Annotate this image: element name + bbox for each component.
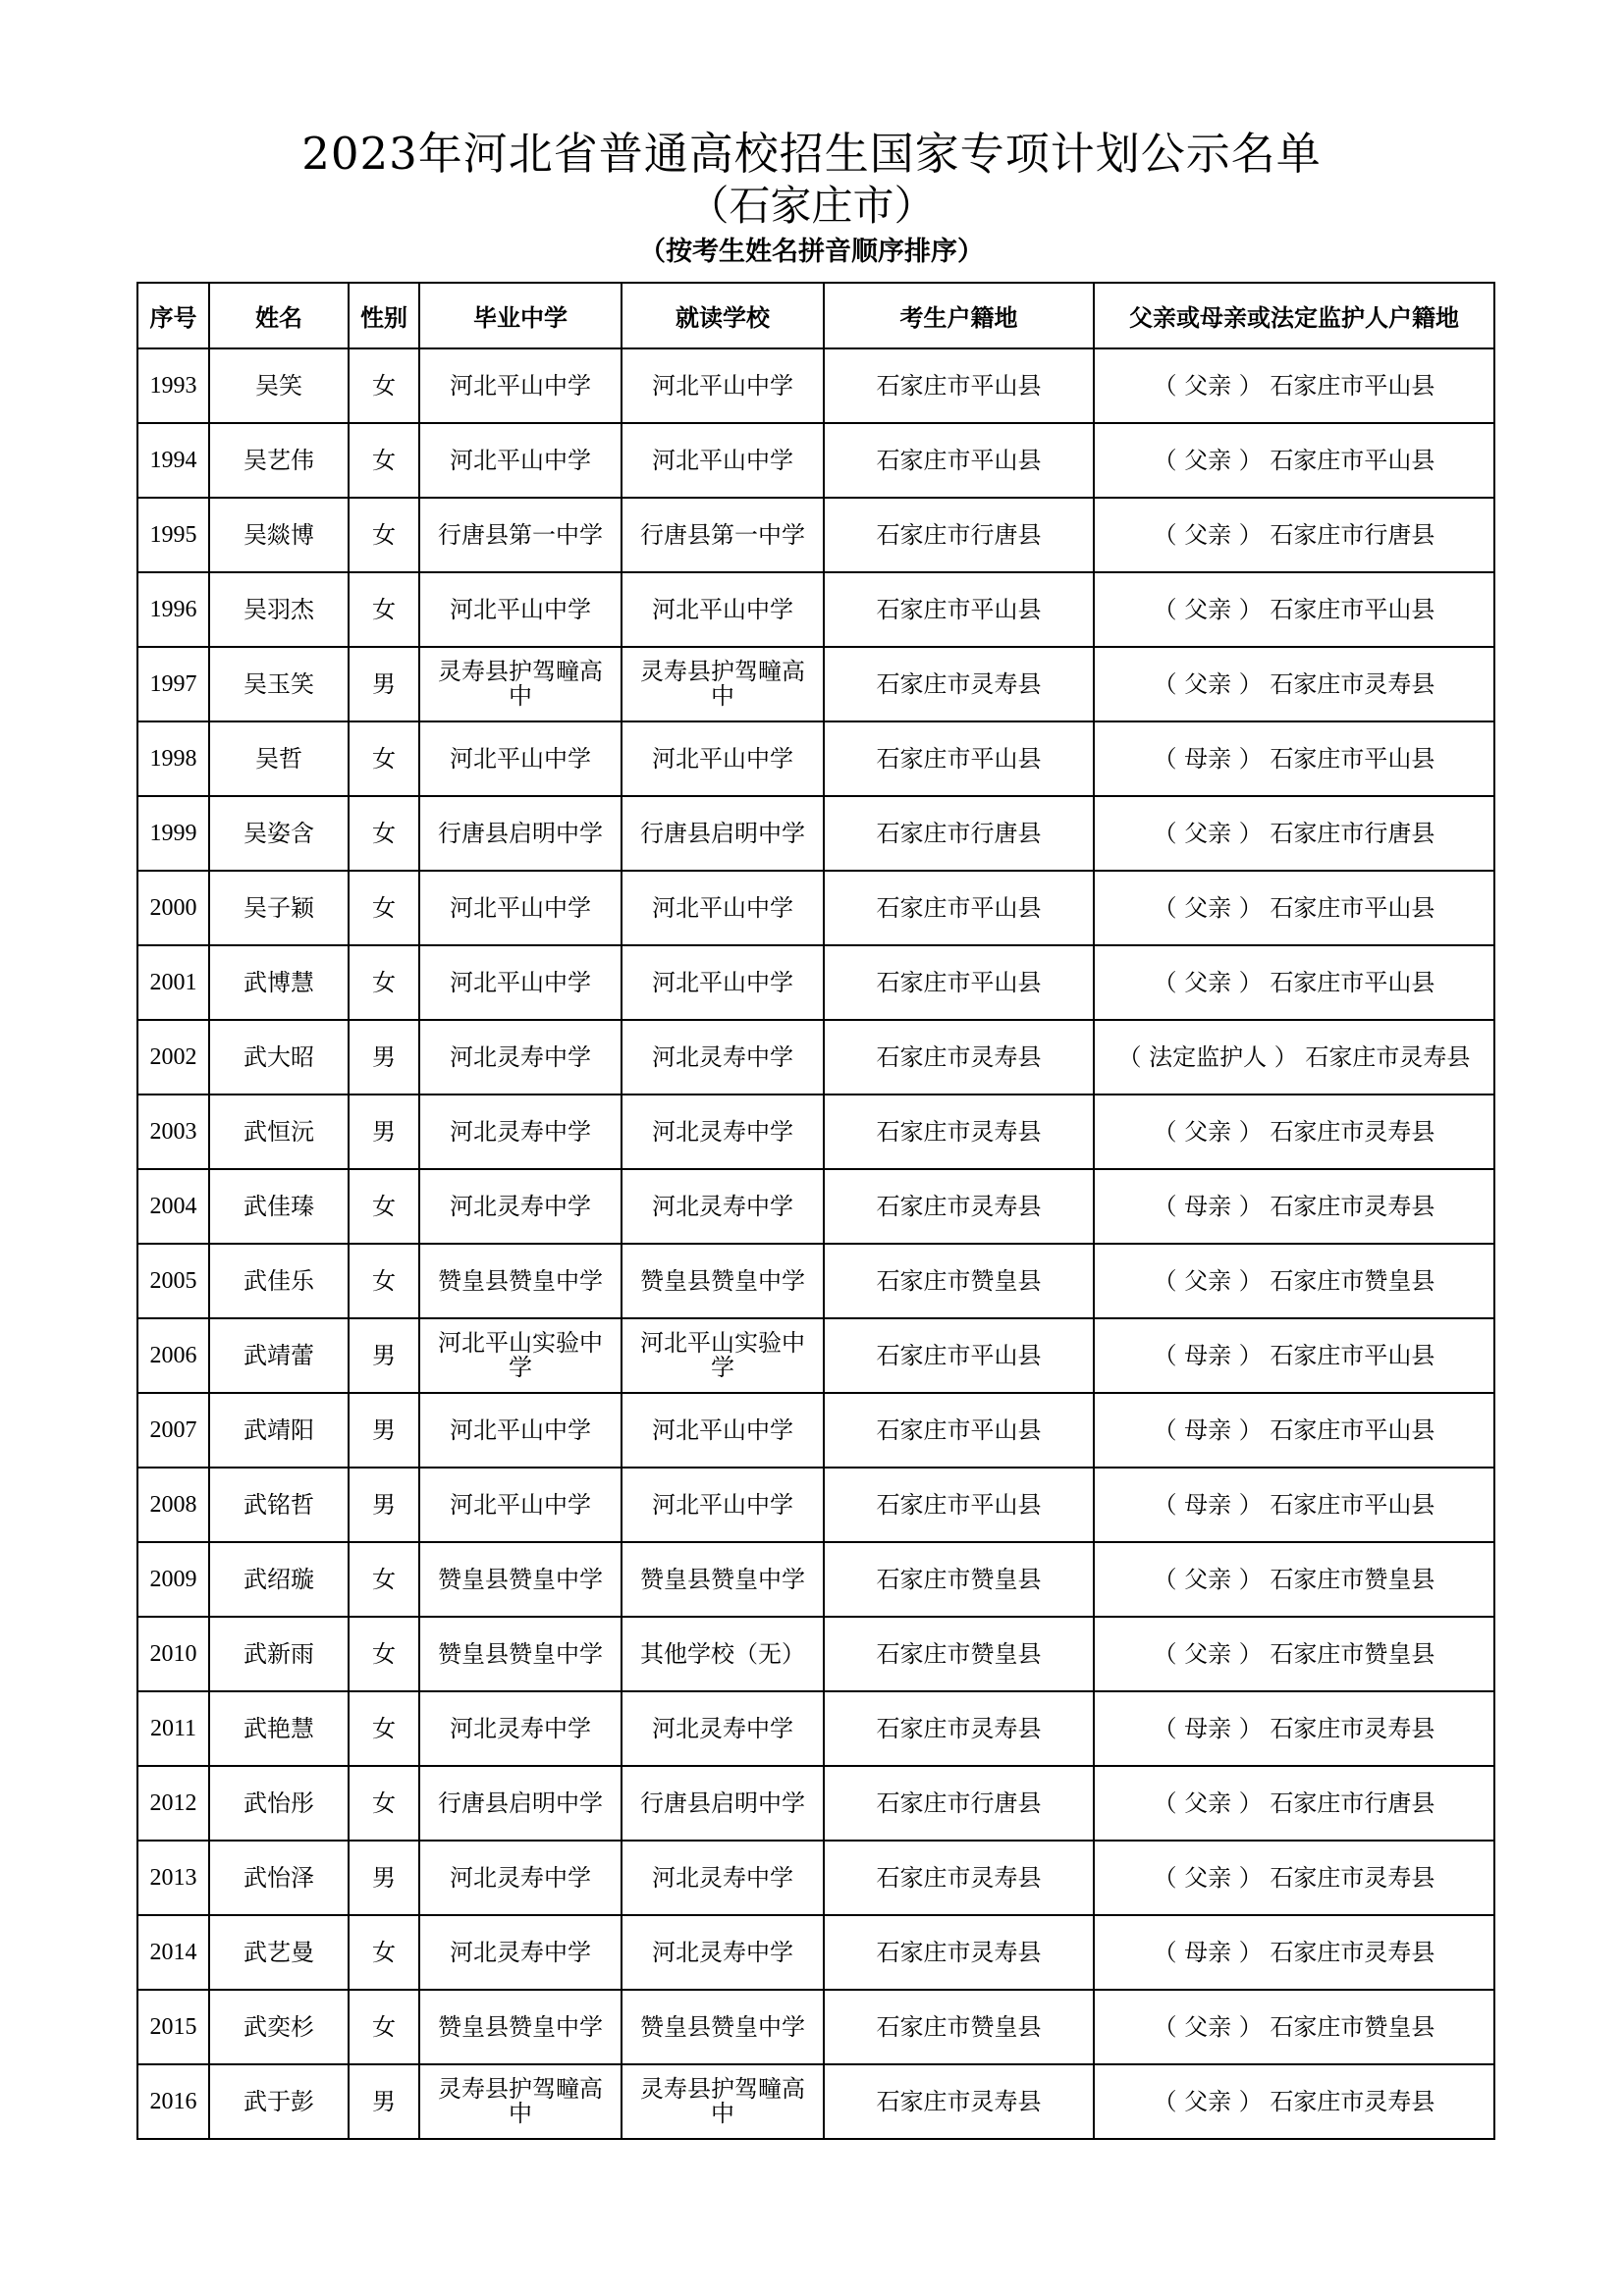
cell-current-school: 河北灵寿中学 <box>622 1169 824 1244</box>
cell-guardian-registration: （ 父亲 ） 石家庄市平山县 <box>1094 945 1494 1020</box>
cell-household-registration: 石家庄市平山县 <box>824 1393 1094 1468</box>
cell-name: 武怡泽 <box>209 1841 349 1915</box>
cell-name: 武于彭 <box>209 2064 349 2139</box>
header-current-school: 就读学校 <box>622 283 824 348</box>
cell-name: 吴姿含 <box>209 796 349 871</box>
cell-gender: 女 <box>349 498 419 572</box>
cell-guardian-registration: （ 父亲 ） 石家庄市赞皇县 <box>1094 1990 1494 2064</box>
cell-name: 武新雨 <box>209 1617 349 1691</box>
page-title: 2023年河北省普通高校招生国家专项计划公示名单 <box>301 128 1322 180</box>
cell-gender: 女 <box>349 1617 419 1691</box>
cell-graduation-school: 河北灵寿中学 <box>419 1915 622 1990</box>
cell-seq: 1995 <box>137 498 209 572</box>
cell-graduation-school: 河北灵寿中学 <box>419 1095 622 1169</box>
table-row <box>137 423 1494 498</box>
cell-household-registration: 石家庄市灵寿县 <box>824 1841 1094 1915</box>
cell-household-registration: 石家庄市平山县 <box>824 871 1094 945</box>
cell-gender: 女 <box>349 1691 419 1766</box>
cell-graduation-school: 河北平山中学 <box>419 721 622 796</box>
cell-name: 武恒沅 <box>209 1095 349 1169</box>
cell-name: 吴玉笑 <box>209 647 349 721</box>
cell-graduation-school: 河北灵寿中学 <box>419 1169 622 1244</box>
cell-current-school: 河北平山中学 <box>622 1393 824 1468</box>
cell-current-school: 行唐县启明中学 <box>622 1766 824 1841</box>
cell-household-registration: 石家庄市赞皇县 <box>824 1542 1094 1617</box>
sort-note: （按考生姓名拼音顺序排序） <box>639 237 984 267</box>
header-seq: 序号 <box>137 283 209 348</box>
cell-graduation-school: 赞皇县赞皇中学 <box>419 1617 622 1691</box>
cell-household-registration: 石家庄市灵寿县 <box>824 1915 1094 1990</box>
cell-household-registration: 石家庄市赞皇县 <box>824 1244 1094 1318</box>
cell-gender: 女 <box>349 423 419 498</box>
header-name: 姓名 <box>209 283 349 348</box>
cell-gender: 女 <box>349 572 419 647</box>
table-row <box>137 1393 1494 1468</box>
cell-household-registration: 石家庄市行唐县 <box>824 796 1094 871</box>
cell-seq: 2000 <box>137 871 209 945</box>
cell-name: 武大昭 <box>209 1020 349 1095</box>
cell-household-registration: 石家庄市灵寿县 <box>824 647 1094 721</box>
cell-name: 吴艺伟 <box>209 423 349 498</box>
cell-graduation-school: 河北灵寿中学 <box>419 1020 622 1095</box>
header-guardian-registration: 父亲或母亲或法定监护人户籍地 <box>1094 283 1494 348</box>
table-row <box>137 721 1494 796</box>
table-row <box>137 1841 1494 1915</box>
cell-guardian-registration: （ 父亲 ） 石家庄市平山县 <box>1094 348 1494 423</box>
cell-graduation-school: 河北平山实验中学 <box>419 1318 622 1393</box>
cell-guardian-registration: （ 母亲 ） 石家庄市平山县 <box>1094 1468 1494 1542</box>
cell-name: 武绍璇 <box>209 1542 349 1617</box>
cell-graduation-school: 河北平山中学 <box>419 423 622 498</box>
cell-seq: 2009 <box>137 1542 209 1617</box>
cell-guardian-registration: （ 父亲 ） 石家庄市行唐县 <box>1094 1766 1494 1841</box>
cell-household-registration: 石家庄市灵寿县 <box>824 2064 1094 2139</box>
cell-household-registration: 石家庄市平山县 <box>824 1318 1094 1393</box>
cell-household-registration: 石家庄市行唐县 <box>824 1766 1094 1841</box>
cell-current-school: 灵寿县护驾疃高中 <box>622 647 824 721</box>
cell-current-school: 河北平山中学 <box>622 423 824 498</box>
cell-gender: 男 <box>349 1095 419 1169</box>
cell-seq: 2006 <box>137 1318 209 1393</box>
cell-current-school: 行唐县第一中学 <box>622 498 824 572</box>
cell-gender: 女 <box>349 1169 419 1244</box>
cell-household-registration: 石家庄市平山县 <box>824 721 1094 796</box>
header-household-registration: 考生户籍地 <box>824 283 1094 348</box>
cell-gender: 女 <box>349 721 419 796</box>
cell-household-registration: 石家庄市平山县 <box>824 572 1094 647</box>
cell-graduation-school: 赞皇县赞皇中学 <box>419 1990 622 2064</box>
cell-name: 吴笑 <box>209 348 349 423</box>
cell-seq: 2014 <box>137 1915 209 1990</box>
roster-table <box>136 282 1495 2140</box>
cell-graduation-school: 灵寿县护驾疃高中 <box>419 2064 622 2139</box>
cell-name: 武艳慧 <box>209 1691 349 1766</box>
cell-name: 武靖阳 <box>209 1393 349 1468</box>
cell-seq: 2010 <box>137 1617 209 1691</box>
cell-household-registration: 石家庄市平山县 <box>824 348 1094 423</box>
cell-current-school: 河北平山中学 <box>622 945 824 1020</box>
cell-gender: 女 <box>349 871 419 945</box>
table-row <box>137 348 1494 423</box>
cell-name: 吴羽杰 <box>209 572 349 647</box>
cell-guardian-registration: （ 母亲 ） 石家庄市灵寿县 <box>1094 1915 1494 1990</box>
cell-household-registration: 石家庄市平山县 <box>824 945 1094 1020</box>
table-row <box>137 2064 1494 2139</box>
cell-guardian-registration: （ 父亲 ） 石家庄市灵寿县 <box>1094 1095 1494 1169</box>
cell-current-school: 赞皇县赞皇中学 <box>622 1542 824 1617</box>
cell-gender: 男 <box>349 1841 419 1915</box>
cell-seq: 1996 <box>137 572 209 647</box>
table-row <box>137 1542 1494 1617</box>
table-row <box>137 1766 1494 1841</box>
cell-seq: 2008 <box>137 1468 209 1542</box>
cell-graduation-school: 河北灵寿中学 <box>419 1841 622 1915</box>
table-row <box>137 1617 1494 1691</box>
cell-guardian-registration: （ 父亲 ） 石家庄市平山县 <box>1094 423 1494 498</box>
cell-guardian-registration: （ 法定监护人 ） 石家庄市灵寿县 <box>1094 1020 1494 1095</box>
table-row <box>137 1244 1494 1318</box>
cell-name: 武佳乐 <box>209 1244 349 1318</box>
cell-guardian-registration: （ 母亲 ） 石家庄市平山县 <box>1094 721 1494 796</box>
cell-graduation-school: 赞皇县赞皇中学 <box>419 1542 622 1617</box>
header-graduation-school: 毕业中学 <box>419 283 622 348</box>
cell-guardian-registration: （ 母亲 ） 石家庄市灵寿县 <box>1094 1691 1494 1766</box>
roster-body <box>137 348 1494 2139</box>
cell-household-registration: 石家庄市行唐县 <box>824 498 1094 572</box>
cell-guardian-registration: （ 父亲 ） 石家庄市平山县 <box>1094 572 1494 647</box>
page-subtitle: （石家庄市） <box>687 182 936 230</box>
cell-household-registration: 石家庄市赞皇县 <box>824 1617 1094 1691</box>
cell-guardian-registration: （ 母亲 ） 石家庄市平山县 <box>1094 1318 1494 1393</box>
table-row <box>137 1169 1494 1244</box>
table-row <box>137 1468 1494 1542</box>
cell-guardian-registration: （ 母亲 ） 石家庄市灵寿县 <box>1094 1169 1494 1244</box>
cell-household-registration: 石家庄市赞皇县 <box>824 1990 1094 2064</box>
cell-gender: 女 <box>349 1766 419 1841</box>
table-row <box>137 796 1494 871</box>
table-row <box>137 647 1494 721</box>
header-gender: 性别 <box>349 283 419 348</box>
cell-name: 吴哲 <box>209 721 349 796</box>
cell-guardian-registration: （ 父亲 ） 石家庄市灵寿县 <box>1094 2064 1494 2139</box>
cell-current-school: 其他学校（无） <box>622 1617 824 1691</box>
cell-current-school: 灵寿县护驾疃高中 <box>622 2064 824 2139</box>
cell-current-school: 河北平山实验中学 <box>622 1318 824 1393</box>
cell-guardian-registration: （ 父亲 ） 石家庄市灵寿县 <box>1094 647 1494 721</box>
cell-guardian-registration: （ 父亲 ） 石家庄市行唐县 <box>1094 796 1494 871</box>
cell-name: 武艺曼 <box>209 1915 349 1990</box>
table-row <box>137 945 1494 1020</box>
cell-gender: 男 <box>349 647 419 721</box>
table-row <box>137 1915 1494 1990</box>
cell-gender: 女 <box>349 1990 419 2064</box>
cell-seq: 2005 <box>137 1244 209 1318</box>
cell-current-school: 河北灵寿中学 <box>622 1691 824 1766</box>
cell-name: 吴子颖 <box>209 871 349 945</box>
cell-current-school: 行唐县启明中学 <box>622 796 824 871</box>
cell-graduation-school: 行唐县启明中学 <box>419 796 622 871</box>
cell-graduation-school: 行唐县启明中学 <box>419 1766 622 1841</box>
cell-gender: 女 <box>349 348 419 423</box>
cell-current-school: 河北平山中学 <box>622 1468 824 1542</box>
cell-seq: 1999 <box>137 796 209 871</box>
cell-name: 武佳瑧 <box>209 1169 349 1244</box>
cell-current-school: 河北平山中学 <box>622 721 824 796</box>
header-row <box>137 283 1494 348</box>
cell-name: 武博慧 <box>209 945 349 1020</box>
cell-household-registration: 石家庄市灵寿县 <box>824 1020 1094 1095</box>
cell-gender: 女 <box>349 945 419 1020</box>
cell-seq: 2003 <box>137 1095 209 1169</box>
table-row <box>137 1020 1494 1095</box>
cell-seq: 1998 <box>137 721 209 796</box>
cell-guardian-registration: （ 父亲 ） 石家庄市赞皇县 <box>1094 1244 1494 1318</box>
cell-current-school: 河北灵寿中学 <box>622 1915 824 1990</box>
cell-current-school: 河北灵寿中学 <box>622 1841 824 1915</box>
cell-graduation-school: 河北平山中学 <box>419 945 622 1020</box>
cell-graduation-school: 河北平山中学 <box>419 348 622 423</box>
cell-guardian-registration: （ 母亲 ） 石家庄市平山县 <box>1094 1393 1494 1468</box>
cell-seq: 2004 <box>137 1169 209 1244</box>
cell-gender: 女 <box>349 1244 419 1318</box>
cell-gender: 男 <box>349 1020 419 1095</box>
cell-household-registration: 石家庄市平山县 <box>824 1468 1094 1542</box>
cell-gender: 女 <box>349 796 419 871</box>
cell-seq: 1994 <box>137 423 209 498</box>
cell-graduation-school: 行唐县第一中学 <box>419 498 622 572</box>
cell-name: 武怡彤 <box>209 1766 349 1841</box>
cell-current-school: 赞皇县赞皇中学 <box>622 1990 824 2064</box>
cell-seq: 2011 <box>137 1691 209 1766</box>
cell-guardian-registration: （ 父亲 ） 石家庄市赞皇县 <box>1094 1617 1494 1691</box>
cell-household-registration: 石家庄市灵寿县 <box>824 1169 1094 1244</box>
cell-current-school: 河北平山中学 <box>622 572 824 647</box>
table-row <box>137 1691 1494 1766</box>
cell-current-school: 河北灵寿中学 <box>622 1095 824 1169</box>
table-row <box>137 498 1494 572</box>
cell-graduation-school: 河北平山中学 <box>419 871 622 945</box>
cell-gender: 男 <box>349 2064 419 2139</box>
cell-gender: 男 <box>349 1393 419 1468</box>
cell-current-school: 河北平山中学 <box>622 871 824 945</box>
cell-gender: 女 <box>349 1542 419 1617</box>
cell-graduation-school: 河北灵寿中学 <box>419 1691 622 1766</box>
cell-guardian-registration: （ 父亲 ） 石家庄市灵寿县 <box>1094 1841 1494 1915</box>
cell-household-registration: 石家庄市灵寿县 <box>824 1095 1094 1169</box>
cell-seq: 1993 <box>137 348 209 423</box>
cell-graduation-school: 河北平山中学 <box>419 572 622 647</box>
table-row <box>137 1318 1494 1393</box>
cell-household-registration: 石家庄市平山县 <box>824 423 1094 498</box>
cell-graduation-school: 河北平山中学 <box>419 1393 622 1468</box>
cell-name: 武铭哲 <box>209 1468 349 1542</box>
cell-seq: 1997 <box>137 647 209 721</box>
cell-graduation-school: 灵寿县护驾疃高中 <box>419 647 622 721</box>
cell-name: 吴燚博 <box>209 498 349 572</box>
page-header <box>0 128 1623 269</box>
cell-seq: 2013 <box>137 1841 209 1915</box>
cell-gender: 男 <box>349 1468 419 1542</box>
cell-guardian-registration: （ 父亲 ） 石家庄市赞皇县 <box>1094 1542 1494 1617</box>
cell-graduation-school: 河北平山中学 <box>419 1468 622 1542</box>
table-row <box>137 871 1494 945</box>
cell-gender: 男 <box>349 1318 419 1393</box>
cell-seq: 2012 <box>137 1766 209 1841</box>
table-row <box>137 1095 1494 1169</box>
table-row <box>137 572 1494 647</box>
cell-current-school: 河北灵寿中学 <box>622 1020 824 1095</box>
cell-current-school: 河北平山中学 <box>622 348 824 423</box>
cell-name: 武靖蕾 <box>209 1318 349 1393</box>
cell-seq: 2007 <box>137 1393 209 1468</box>
cell-seq: 2001 <box>137 945 209 1020</box>
cell-seq: 2016 <box>137 2064 209 2139</box>
cell-guardian-registration: （ 父亲 ） 石家庄市平山县 <box>1094 871 1494 945</box>
cell-guardian-registration: （ 父亲 ） 石家庄市行唐县 <box>1094 498 1494 572</box>
cell-seq: 2015 <box>137 1990 209 2064</box>
cell-graduation-school: 赞皇县赞皇中学 <box>419 1244 622 1318</box>
table-row <box>137 1990 1494 2064</box>
cell-current-school: 赞皇县赞皇中学 <box>622 1244 824 1318</box>
cell-seq: 2002 <box>137 1020 209 1095</box>
cell-name: 武奕杉 <box>209 1990 349 2064</box>
cell-household-registration: 石家庄市灵寿县 <box>824 1691 1094 1766</box>
cell-gender: 女 <box>349 1915 419 1990</box>
